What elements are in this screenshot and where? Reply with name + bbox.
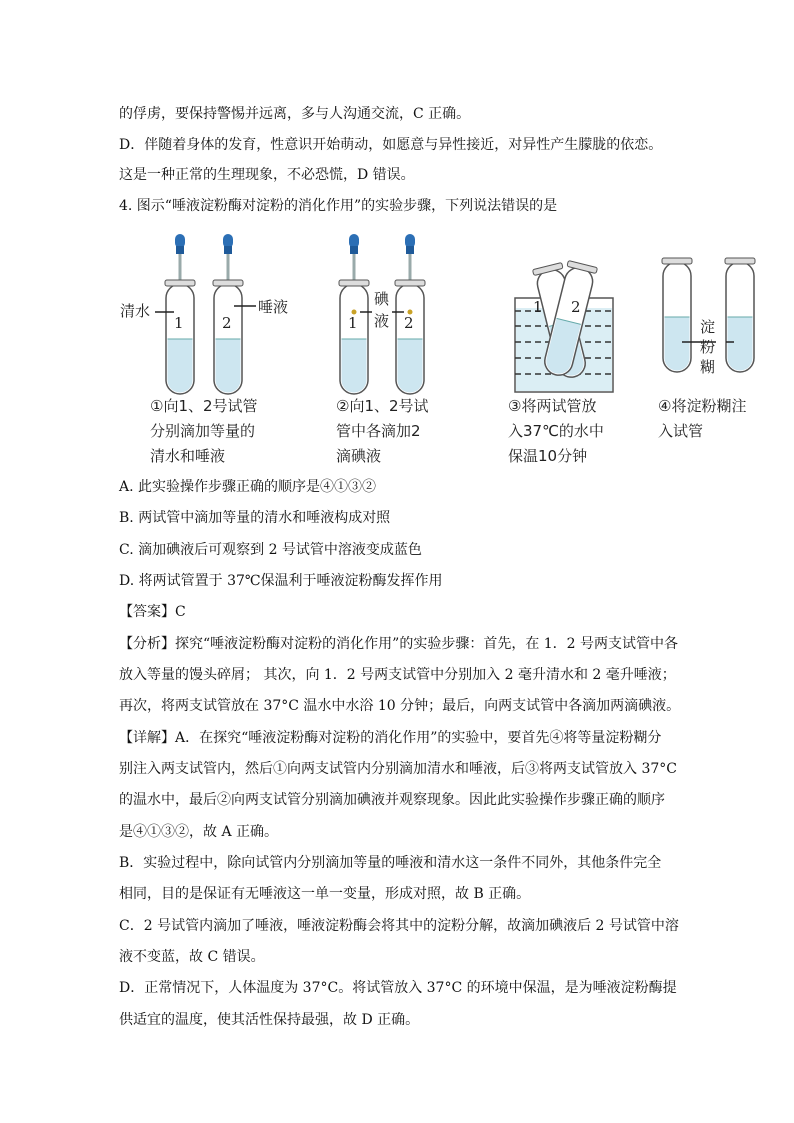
analysis-line: 【分析】探究“唾液淀粉酶对淀粉的消化作用”的实验步骤：首先，在 1．2 号两支试管中各: [119, 636, 679, 652]
label-saliva: 唾液: [258, 298, 289, 316]
caption-step1: ①向1、2号试管 分别滴加等量的 清水和唾液: [150, 397, 258, 465]
option-c: C. 滴加碘液后可观察到 2 号试管中溶液变成蓝色: [119, 542, 422, 558]
caption-step2: ②向1、2号试 管中各滴加2 滴碘液: [336, 397, 429, 465]
detail-line: 别注入两支试管内，然后①向两支试管内分别滴加清水和唾液，后③将两支试管放入 37°C: [119, 761, 677, 777]
option-a: A. 此实验操作步骤正确的顺序是④①③②: [119, 479, 377, 495]
analysis-line: 放入等量的馒头碎屑； 其次，向 1．2 号两支试管中分别加入 2 毫升清水和 2 毫升唾液；: [119, 667, 676, 683]
detail-line: 【详解】A．在探究“唾液淀粉酶对淀粉的消化作用”的实验中，要首先④将等量淀粉糊分: [119, 730, 662, 746]
label-iodine-2: 液: [374, 312, 390, 330]
text-line: 这是一种正常的生理现象，不必恐慌，D 错误。: [119, 167, 415, 183]
experiment-figure: [110, 228, 770, 468]
tube-number-2: 2: [571, 298, 581, 316]
step3-beaker: [515, 260, 613, 392]
answer-line: 【答案】C: [119, 604, 186, 620]
detail-line: C．2 号试管内滴加了唾液，唾液淀粉酶会将其中的淀粉分解，故滴加碘液后 2 号试管中溶: [119, 918, 679, 934]
tube-number-1: 1: [174, 314, 184, 332]
label-water: 清水: [120, 302, 151, 320]
analysis-line: 再次，将两支试管放在 37°C 温水中水浴 10 分钟；最后，向两支试管中各滴加两滴碘液。: [119, 698, 681, 714]
detail-line: 相同，目的是保证有无唾液这一单一变量，形成对照，故 B 正确。: [119, 886, 531, 902]
label-starch-2: 粉: [700, 338, 716, 356]
option-b: B. 两试管中滴加等量的清水和唾液构成对照: [119, 510, 391, 526]
label-iodine-1: 碘: [374, 290, 390, 308]
tube-number-1: 1: [533, 298, 543, 316]
caption-step4: ④将淀粉糊注 入试管: [658, 397, 747, 440]
tube-number-2: 2: [222, 314, 232, 332]
detail-line: B．实验过程中，除向试管内分别滴加等量的唾液和清水这一条件不同外，其他条件完全: [119, 855, 662, 871]
question-stem: 4. 图示“唾液淀粉酶对淀粉的消化作用”的实验步骤，下列说法错误的是: [119, 198, 558, 214]
tube-number-2: 2: [404, 314, 414, 332]
text-line: D．伴随着身体的发育，性意识开始萌动，如愿意与异性接近，对异性产生朦胧的依恋。: [119, 137, 663, 153]
step1-tubes: [155, 234, 256, 394]
text-line: 的俘虏，要保持警惕并远离，多与人沟通交流，C 正确。: [119, 106, 471, 122]
label-starch-3: 糊: [700, 358, 716, 376]
detail-line: 的温水中，最后②向两支试管分别滴加碘液并观察现象。因此此实验操作步骤正确的顺序: [119, 792, 665, 808]
detail-line: 液不变蓝，故 C 错误。: [119, 949, 265, 965]
caption-step3: ③将两试管放 入37℃的水中 保温10分钟: [508, 397, 604, 465]
detail-line: 供适宜的温度，使其活性保持最强，故 D 正确。: [119, 1012, 420, 1028]
option-d: D. 将两试管置于 37℃保温利于唾液淀粉酶发挥作用: [119, 573, 443, 589]
tube-number-1: 1: [348, 314, 358, 332]
detail-line: D．正常情况下，人体温度为 37°C。将试管放入 37°C 的环境中保温，是为唾液淀粉酶提: [119, 980, 677, 996]
label-starch-1: 淀: [700, 318, 716, 336]
detail-line: 是④①③②，故 A 正确。: [119, 824, 279, 840]
